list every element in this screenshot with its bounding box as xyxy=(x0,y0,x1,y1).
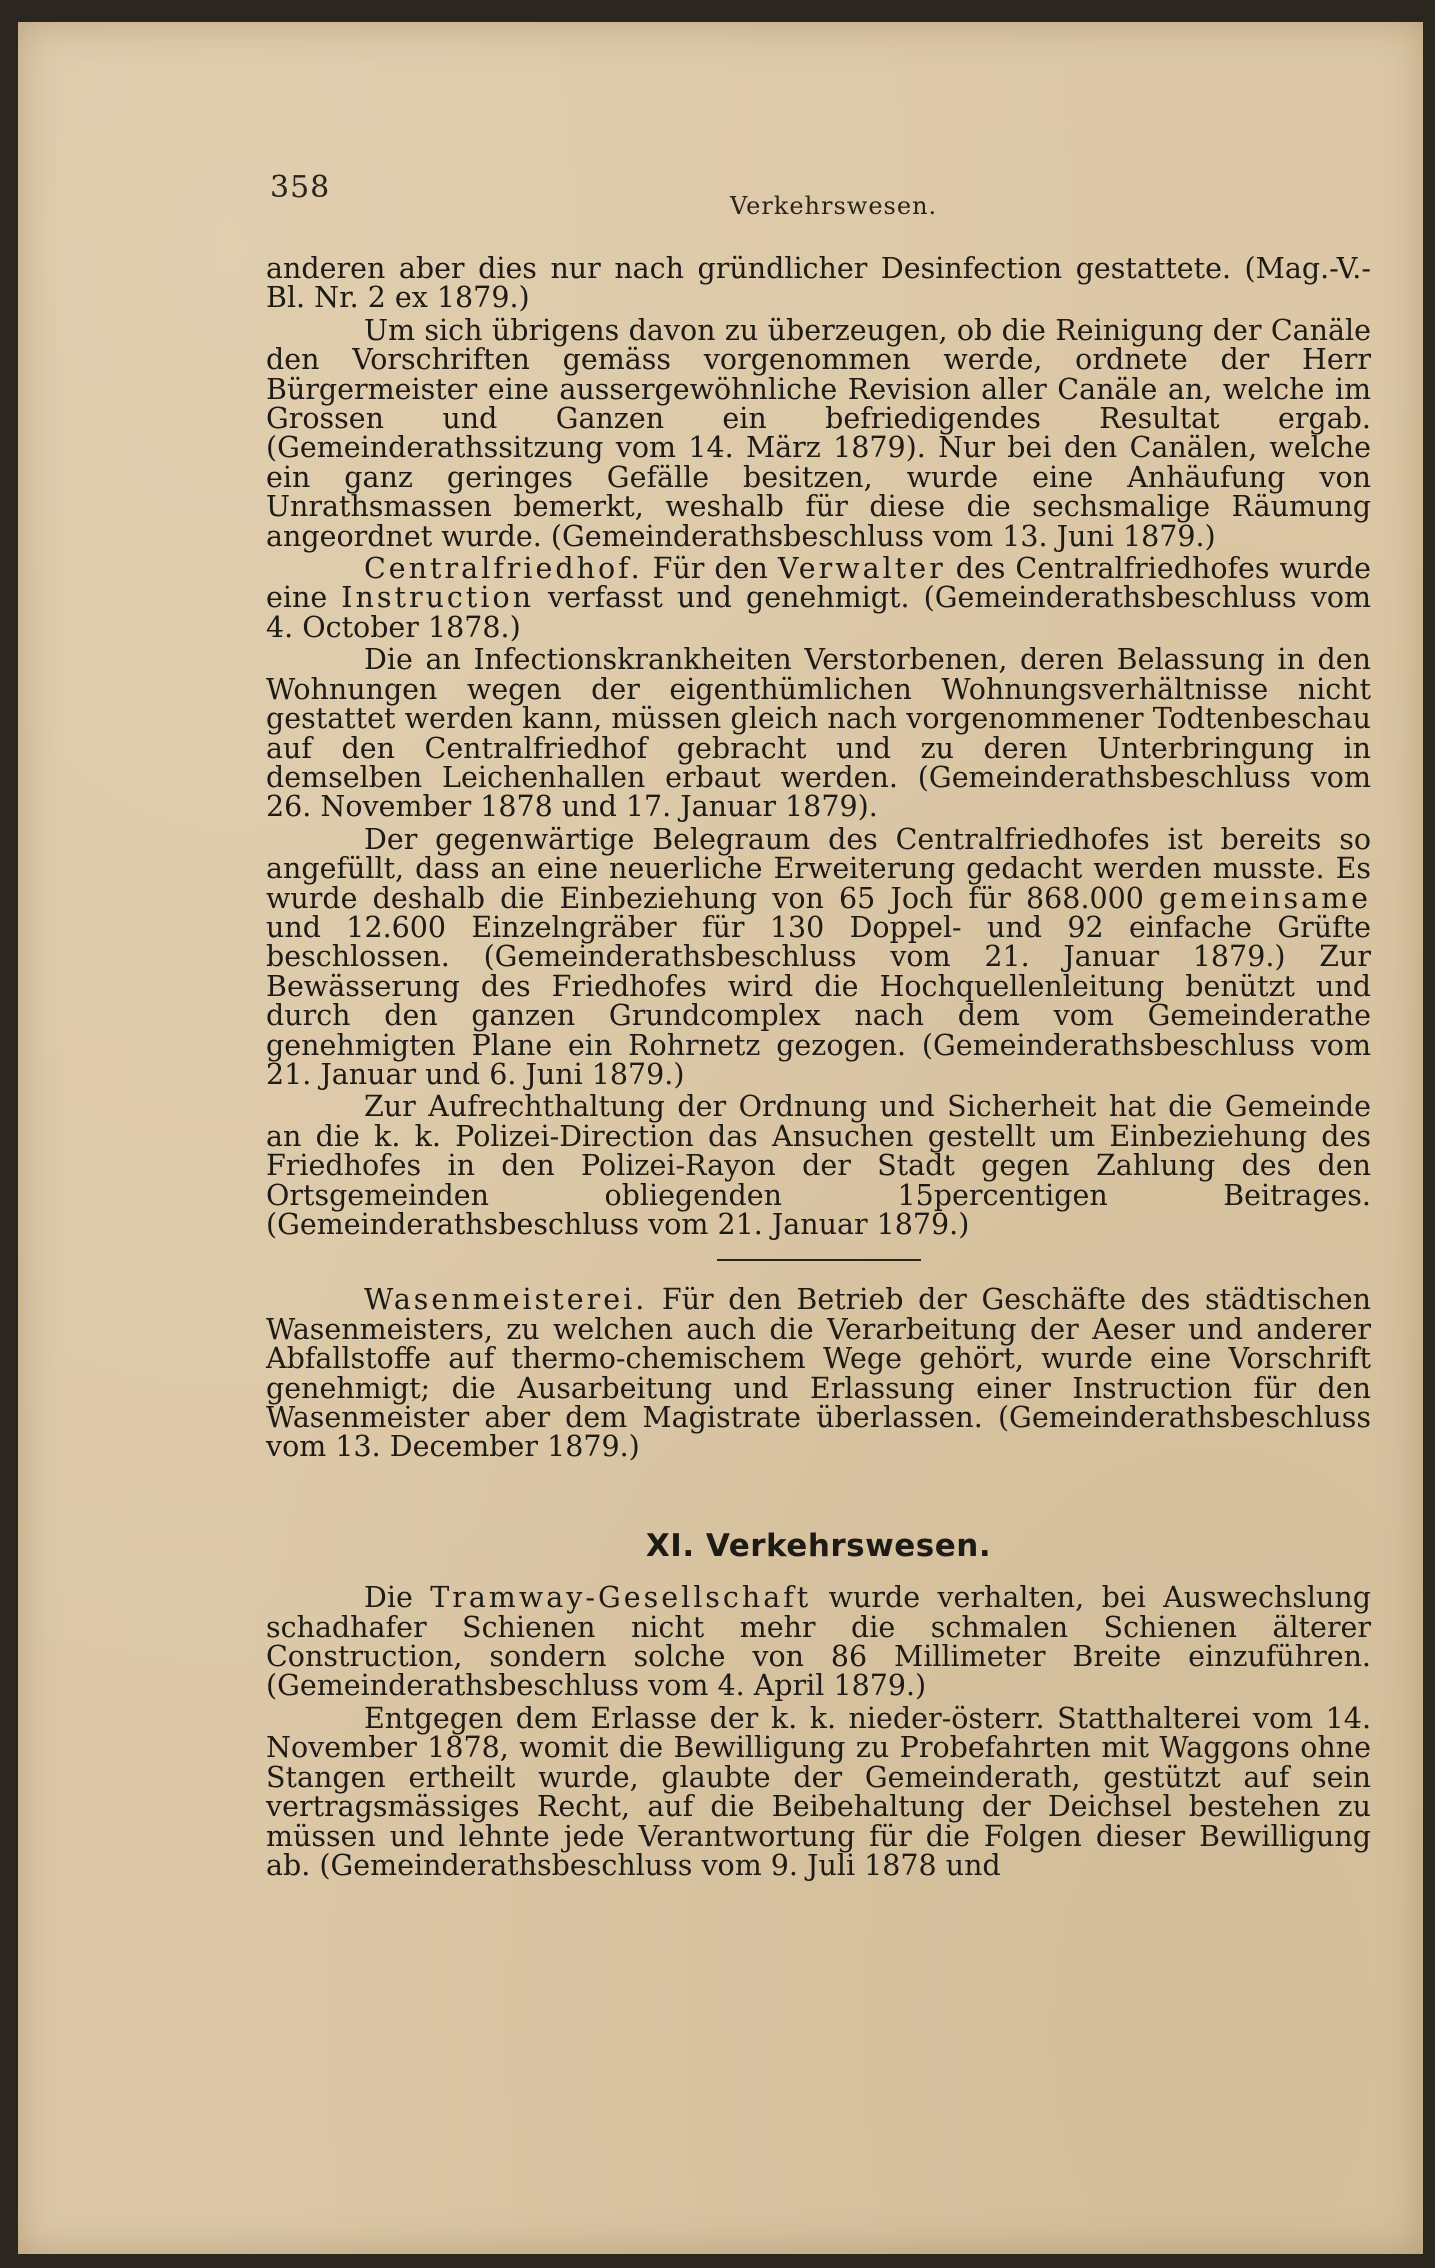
paragraph-p7 xyxy=(266,1283,1371,1464)
paragraph-p3 xyxy=(266,554,1371,642)
text-run: verfasst und genehmigt. (Gemeinderathsbeschluss vom 4. October 1878.) xyxy=(266,581,1371,644)
paragraph-p6 xyxy=(266,1092,1371,1239)
spaced-term: Tramway-Gesellschaft xyxy=(430,1581,812,1615)
page-body xyxy=(266,254,1371,1883)
text-run: Um sich übrigens davon zu überzeugen, ob die Reinigung der Canäle den Vorschriften gemäss vorgenommen werde, ordnete der Herr Bürgermeister eine aussergewöhnliche Revision aller Canäle an, welche im Grossen und Ganzen ein befriedigendes Resultat ergab. (Gemeinderathssitzung vom 14. März 1879). Nur bei den Canälen, welche ein ganz geringes Gefälle besitzen, wurde eine Anhäufung von Unrathsmassen bemerkt, weshalb für diese die sechsmalige Räumung angeordnet wurde. (Gemeinderathsbeschluss vom 13. Juni 1879.) xyxy=(266,313,1371,553)
page-number: 358 xyxy=(270,170,331,205)
paragraph-p8 xyxy=(266,1583,1371,1701)
text-run: Die xyxy=(364,1581,431,1615)
paragraph-p5 xyxy=(266,822,1371,1091)
running-title: Verkehrswesen. xyxy=(730,192,938,220)
text-run: Die an Infectionskrankheiten Verstorbenen, deren Belassung in den Wohnungen wegen der eigenthümlichen Wohnungsverhältnisse nicht gestattet werden kann, müssen gleich nach vorgenommener Todtenbeschau auf den Centralfriedhof gebracht und zu deren Unterbringung in demselben Leichenhallen erbaut werden. (Gemeinderathsbeschluss vom 26. November 1878 und 17. Januar 1879). xyxy=(266,643,1371,824)
text-block-friedhof xyxy=(266,254,1371,1239)
book-page xyxy=(18,22,1423,2254)
text-run: Zur Aufrechthaltung der Ordnung und Sicherheit hat die Gemeinde an die k. k. Polizei-Direction das Ansuchen gestellt um Einbeziehung des Friedhofes in den Polizei-Rayon der Stadt gegen Zahlung des den Ortsgemeinden obliegenden 15percentigen Beitrages. (Gemeinderathsbeschluss vom 21. Januar 1879.) xyxy=(266,1090,1371,1241)
text-run: wurde verhalten, bei Auswechslung schadhafer Schienen nicht mehr die schmalen Schienen älterer Construction, sondern solche von 86 Millimeter Breite einzuführen. (Gemeinderathsbeschluss vom 4. April 1879.) xyxy=(266,1581,1371,1703)
spaced-term: Wasenmeisterei. xyxy=(364,1283,648,1317)
paragraph-p1 xyxy=(266,254,1371,313)
paragraph-p2 xyxy=(266,313,1371,553)
section-heading: XI. Verkehrswesen. xyxy=(645,1527,992,1564)
text-run: Für den Betrieb der Geschäfte des städtischen Wasenmeisters, zu welchen auch die Verarbeitung der Aeser und anderer Abfallstoffe auf thermo-chemischem Wege gehört, wurde eine Vorschrift genehmigt; die Ausarbeitung und Erlassung einer Instruction für den Wasenmeister aber dem Magistrate überlassen. (Gemeinderathsbeschluss vom 13. December 1879.) xyxy=(266,1283,1371,1464)
page-header xyxy=(270,170,1380,220)
text-run: und 12.600 Einzelngräber für 130 Doppel- und 92 einfache Grüfte beschlossen. (Gemeinderathsbeschluss vom 21. Januar 1879.) Zur Bewässerung des Friedhofes wird die Hochquellenleitung benützt und durch den ganzen Grundcomplex nach dem vom Gemeinderathe genehmigten Plane ein Rohrnetz gezogen. (Gemeinderathsbeschluss vom 21. Januar und 6. Juni 1879.) xyxy=(266,910,1371,1091)
text-run: Für den xyxy=(642,552,778,586)
spaced-term: Centralfriedhof. xyxy=(364,552,643,586)
paragraph-p9 xyxy=(266,1701,1371,1882)
text-run: Der gegenwärtige Belegraum des Centralfriedhofes ist bereits so angefüllt, dass an eine neuerliche Erweiterung gedacht werden musste. Es wurde deshalb die Einbeziehung von 65 Joch für 868.000 xyxy=(266,822,1371,915)
text-run: des Centralfriedhofes wurde eine xyxy=(266,552,1371,615)
paragraph-p4 xyxy=(266,643,1371,824)
text-run: anderen aber dies nur nach gründlicher Desinfection gestattete. (Mag.-V.-Bl. Nr. 2 ex 1879.) xyxy=(266,252,1371,315)
spaced-term: gemeinsame xyxy=(1159,881,1371,915)
spaced-term: Instruction xyxy=(341,581,534,615)
section-divider xyxy=(717,1259,921,1261)
text-run: Entgegen dem Erlasse der k. k. nieder-österr. Statthalterei vom 14. November 1878, womit die Bewilligung zu Probefahrten mit Waggons ohne Stangen ertheilt wurde, glaubte der Gemeinderath, gestützt auf sein vertragsmässiges Recht, auf die Beibehaltung der Deichsel bestehen zu müssen und lehnte jede Verantwortung für die Folgen dieser Bewilligung ab. (Gemeinderathsbeschluss vom 9. Juli 1878 und xyxy=(266,1701,1371,1882)
text-block-verkehrswesen xyxy=(266,1583,1371,1880)
spaced-term: Verwalter xyxy=(777,552,946,586)
text-block-wasenmeisterei xyxy=(266,1283,1371,1464)
